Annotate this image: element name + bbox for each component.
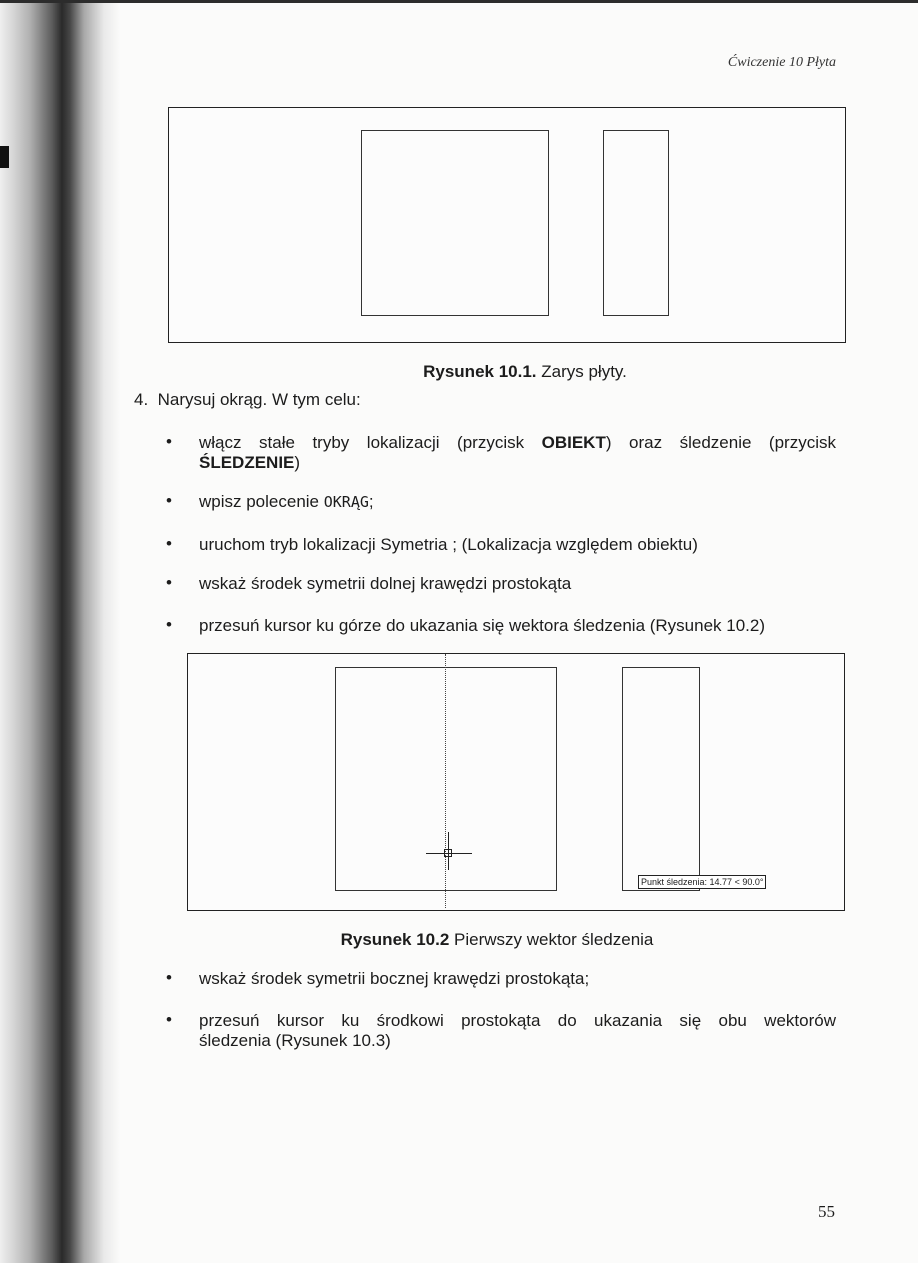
bold-term: ŚLEDZENIE <box>199 453 295 472</box>
text-part: wpisz polecenie <box>199 492 324 511</box>
list-item-line: przesuń kursor ku środkowi prostokąta do ukazania się obu wektorów <box>199 1011 836 1030</box>
bullet-icon: • <box>166 573 172 592</box>
bullet-icon: • <box>166 615 172 634</box>
plate-square-outline <box>361 130 549 316</box>
page-number: 55 <box>818 1202 835 1221</box>
text-part: ) oraz śledzenie (przycisk <box>605 433 836 452</box>
plate-side-outline <box>603 130 669 316</box>
list-item-text: uruchom tryb lokalizacji Symetria ; (Lokalizacja względem obiektu) <box>199 535 698 554</box>
plate-side-outline <box>622 667 700 891</box>
step-4-heading: 4. Narysuj okrąg. W tym celu: <box>134 390 361 409</box>
top-edge-line <box>0 0 918 3</box>
bullet-icon: • <box>166 968 172 987</box>
bullet-icon: • <box>166 534 172 553</box>
caption-label: Rysunek 10.1. <box>423 362 537 381</box>
list-item-text <box>199 1011 836 1051</box>
figure-10-1-caption <box>0 362 918 382</box>
tracking-tooltip: Punkt śledzenia: 14.77 < 90.0° <box>638 875 766 889</box>
page-edge-mark <box>0 146 9 168</box>
bullet-icon: • <box>166 1010 172 1029</box>
text-part: ) <box>294 453 301 472</box>
list-item-line <box>199 453 836 473</box>
book-spine-shadow <box>0 0 120 1263</box>
bold-term: OBIEKT <box>541 433 606 452</box>
caption-text: Pierwszy wektor śledzenia <box>454 930 654 949</box>
list-item-text: przesuń kursor ku górze do ukazania się wektora śledzenia (Rysunek 10.2) <box>199 616 766 635</box>
bullet-icon: • <box>166 432 172 451</box>
command-text: OKRĄG <box>323 493 369 511</box>
figure-10-2 <box>187 653 845 911</box>
bullet-icon: • <box>166 491 172 510</box>
caption-label: Rysunek 10.2 <box>340 930 450 949</box>
list-item-line: śledzenia (Rysunek 10.3) <box>199 1031 391 1050</box>
crosshair-cursor-icon <box>426 832 472 878</box>
list-item-text: wskaż środek symetrii dolnej krawędzi prostokąta <box>199 574 572 593</box>
text-part: ; <box>368 492 374 511</box>
list-item-line <box>199 433 836 453</box>
list-item-text: wskaż środek symetrii bocznej krawędzi prostokąta; <box>199 969 590 988</box>
figure-10-2-caption <box>0 930 918 950</box>
figure-10-1 <box>168 107 846 343</box>
list-item-text <box>199 433 836 473</box>
text-part: włącz stałe tryby lokalizacji (przycisk <box>199 433 542 452</box>
list-item-text <box>199 492 836 512</box>
caption-text: Zarys płyty. <box>541 362 627 381</box>
running-header: Ćwiczenie 10 Płyta <box>727 55 836 70</box>
